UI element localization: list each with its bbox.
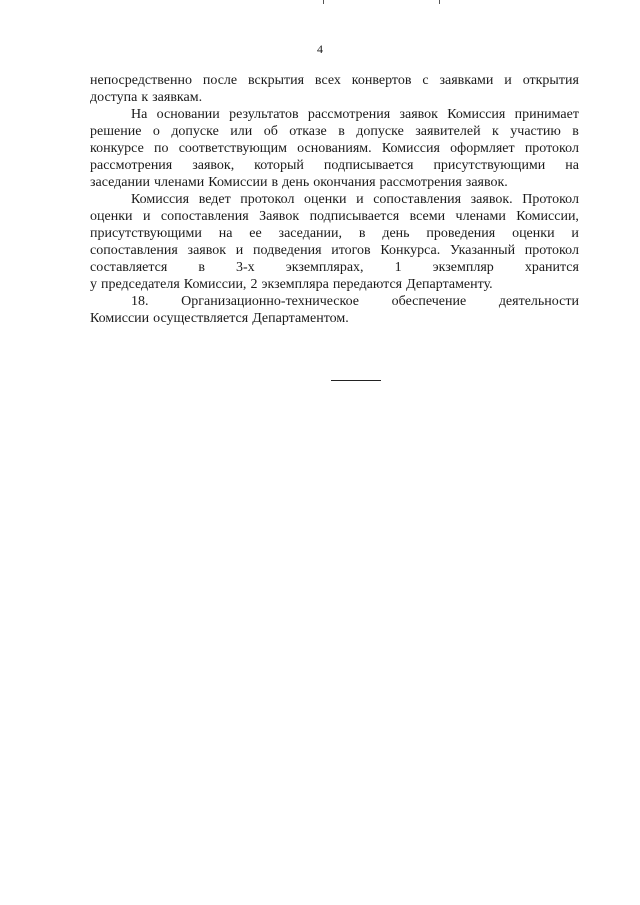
word: обеспечение — [391, 294, 467, 309]
text-line — [90, 259, 579, 276]
word: окончания — [313, 175, 376, 190]
word: протокол — [240, 192, 295, 207]
word: сопоставления — [90, 243, 178, 258]
word: председателя — [101, 277, 180, 292]
word: протокол — [524, 243, 579, 258]
word: по — [154, 141, 169, 156]
word: и — [571, 226, 579, 241]
word: Комиссии — [90, 311, 150, 326]
word: заявкам. — [152, 90, 203, 105]
word: Протокол — [522, 192, 579, 207]
word: допуске — [171, 124, 219, 139]
word: вскрытия — [248, 73, 305, 88]
word: к — [492, 124, 499, 139]
word: день — [282, 175, 310, 190]
word: осуществляется — [153, 311, 249, 326]
word: и — [235, 243, 244, 258]
word: заявок. — [465, 175, 508, 190]
word: с — [422, 73, 429, 88]
word: подведения — [252, 243, 322, 258]
word: подписывается — [323, 158, 414, 173]
word: ее — [249, 226, 262, 241]
word: в — [198, 260, 205, 275]
text-line — [90, 123, 579, 140]
word: заседании — [90, 175, 150, 190]
word: всех — [314, 73, 341, 88]
word: и — [356, 192, 364, 207]
word: на — [565, 158, 579, 173]
word: заявителей — [415, 124, 481, 139]
word: ведет — [198, 192, 231, 207]
text-line — [131, 293, 579, 310]
word: подписывается — [309, 209, 400, 224]
word: рассмотрения — [379, 175, 462, 190]
text-line — [90, 310, 579, 327]
word: Организационно-техническое — [181, 294, 359, 309]
word: у — [90, 277, 97, 292]
word: Комиссия — [381, 141, 440, 156]
text-line — [131, 191, 579, 208]
word: оценки — [512, 226, 555, 241]
word: На — [131, 107, 148, 122]
end-divider — [331, 380, 381, 381]
word: экземпляра — [261, 277, 329, 292]
scan-artifact-mark — [439, 0, 440, 4]
word: Конкурса. — [380, 243, 441, 258]
scan-artifact-mark — [323, 0, 324, 4]
word: передаются — [332, 277, 403, 292]
word: Комиссии, — [516, 209, 579, 224]
text-line — [90, 72, 579, 89]
word: принимает — [514, 107, 579, 122]
word: открытия — [522, 73, 579, 88]
word: непосредственно — [90, 73, 192, 88]
text-line — [131, 106, 579, 123]
word: членами — [455, 209, 506, 224]
word: Заявок — [259, 209, 300, 224]
word: проведения — [426, 226, 496, 241]
word: Департаменту. — [406, 277, 493, 292]
word: решение — [90, 124, 142, 139]
word: 3-х — [235, 260, 255, 275]
word: итогов — [331, 243, 371, 258]
word: заявок, — [192, 158, 235, 173]
word: присутствующими — [90, 226, 202, 241]
word: оценки — [304, 192, 347, 207]
word: конвертов — [351, 73, 412, 88]
word: заявок — [399, 107, 438, 122]
word: или — [230, 124, 253, 139]
word: Указанный — [449, 243, 516, 258]
word: сопоставления — [160, 209, 249, 224]
word: который — [254, 158, 304, 173]
word: 2 — [250, 277, 258, 292]
word: заявок — [187, 243, 227, 258]
word: 1 — [394, 260, 402, 275]
word: экземплярах, — [285, 260, 364, 275]
text-line — [90, 276, 579, 293]
word: рассмотрения — [90, 158, 173, 173]
word: присутствующими — [433, 158, 546, 173]
word: о — [152, 124, 160, 139]
word: членами — [153, 175, 205, 190]
word: основаниям. — [297, 141, 372, 156]
word: в — [338, 124, 345, 139]
word: в — [358, 226, 366, 241]
word: в — [572, 124, 579, 139]
word: отказе — [289, 124, 327, 139]
word: 18. — [131, 294, 149, 309]
page-number: 4 — [317, 42, 323, 56]
word: заседании, — [278, 226, 343, 241]
word: Комиссии, — [183, 277, 247, 292]
word: составляется — [90, 260, 168, 275]
word: протокол — [524, 141, 579, 156]
word: всеми — [409, 209, 446, 224]
word: заявками — [439, 73, 494, 88]
word: основании — [156, 107, 220, 122]
word: и — [142, 209, 151, 224]
text-line — [90, 89, 579, 106]
word: на — [218, 226, 233, 241]
word: заявок. — [470, 192, 513, 207]
word: и — [504, 73, 512, 88]
word: участию — [510, 124, 561, 139]
word: в — [271, 175, 279, 190]
word: день — [382, 226, 410, 241]
word: экземпляр — [432, 260, 494, 275]
word: хранится — [524, 260, 579, 275]
word: рассмотрения — [307, 107, 391, 122]
word: Комиссии — [208, 175, 268, 190]
word: после — [202, 73, 238, 88]
word: оценки — [90, 209, 133, 224]
text-line — [90, 140, 579, 157]
word: конкурсе — [90, 141, 144, 156]
text-line — [90, 242, 579, 259]
text-line — [90, 174, 579, 191]
text-line — [90, 208, 579, 225]
word: деятельности — [498, 294, 579, 309]
word: соответствующим — [178, 141, 287, 156]
word: сопоставления — [373, 192, 462, 207]
word: об — [263, 124, 278, 139]
word: Комиссия — [131, 192, 190, 207]
word: оформляет — [450, 141, 515, 156]
word: допуске — [356, 124, 404, 139]
word: доступа — [90, 90, 138, 105]
word: Комиссия — [447, 107, 506, 122]
word: к — [141, 90, 149, 105]
word: результатов — [229, 107, 299, 122]
word: Департаментом. — [252, 311, 349, 326]
text-line — [90, 157, 579, 174]
text-line — [90, 225, 579, 242]
